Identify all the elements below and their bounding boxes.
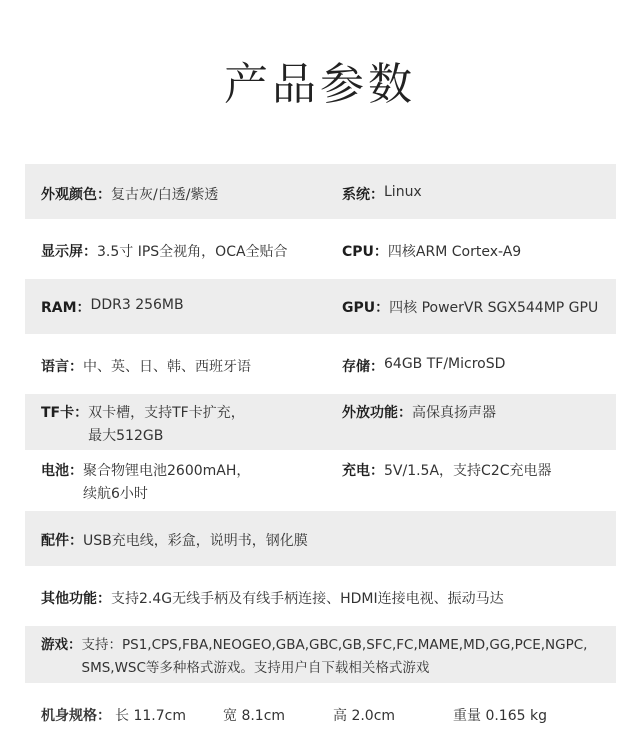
spec-label: 显示屏： <box>41 244 97 260</box>
page-title: 产品参数 <box>224 59 416 110</box>
spec-label: 游戏： <box>41 637 82 653</box>
spec-height: 高 2.0cm <box>333 708 396 724</box>
spec-weight: 重量 0.165 kg <box>453 708 547 724</box>
spec-value: Linux <box>384 184 422 200</box>
spec-row-battery-charge <box>25 452 616 508</box>
spec-value: USB充电线，彩盒，说明书，钢化膜 <box>83 533 308 549</box>
spec-value <box>88 402 245 448</box>
spec-label: 外放功能： <box>342 405 412 421</box>
spec-value: 5V/1.5A，支持C2C充电器 <box>384 463 552 479</box>
spec-row-dimensions <box>25 686 616 742</box>
spec-accessories <box>41 530 308 550</box>
spec-battery <box>41 460 250 506</box>
spec-games <box>41 634 587 680</box>
spec-gpu <box>342 297 598 317</box>
spec-ram <box>41 297 184 317</box>
spec-row-games <box>25 626 616 683</box>
spec-label: 其他功能： <box>41 591 111 607</box>
spec-value-line: 最大512GB <box>88 428 164 444</box>
spec-display <box>41 241 288 261</box>
spec-value-line: 支持：PS1,CPS,FBA,NEOGEO,GBA,GBC,GB,SFC,FC,MAME,MD,GG,PCE,NGPC, <box>81 637 588 653</box>
spec-value: 64GB TF/MicroSD <box>384 356 506 372</box>
spec-value: 3.5寸 IPS全视角，OCA全贴合 <box>97 244 288 260</box>
spec-value: 高保真扬声器 <box>412 405 496 421</box>
spec-row-display-cpu <box>25 221 616 276</box>
spec-row-color-system <box>25 164 616 219</box>
spec-tf-card <box>41 402 245 448</box>
spec-row-tf-speaker <box>25 394 616 450</box>
spec-label: 充电： <box>342 463 384 479</box>
spec-dimensions <box>41 705 601 729</box>
spec-row-language-storage <box>25 336 616 392</box>
spec-width: 宽 8.1cm <box>223 708 286 724</box>
spec-value: DDR3 256MB <box>90 297 184 313</box>
spec-value <box>82 634 588 680</box>
spec-label: CPU： <box>342 244 388 260</box>
spec-value-line: 续航6小时 <box>83 486 148 502</box>
spec-system <box>342 184 422 204</box>
spec-value: 支持2.4G无线手柄及有线手柄连接、HDMI连接电视、振动马达 <box>111 591 504 607</box>
spec-label: 存储： <box>342 359 384 375</box>
spec-label: GPU： <box>342 300 390 316</box>
spec-value: 中、英、日、韩、西班牙语 <box>83 359 251 375</box>
spec-label: 系统： <box>342 187 384 203</box>
spec-cpu <box>342 241 521 261</box>
spec-label: 外观颜色： <box>41 187 111 203</box>
spec-value: 四核ARM Cortex-A9 <box>387 244 522 260</box>
spec-value-line: SMS,WSC等多种格式游戏。支持用户自下载相关格式游戏 <box>81 660 430 676</box>
spec-storage <box>342 356 505 376</box>
spec-label: TF卡： <box>41 405 89 421</box>
spec-label: RAM： <box>41 300 91 316</box>
spec-label: 电池： <box>41 463 83 479</box>
spec-row-accessories <box>25 511 616 566</box>
spec-label: 配件： <box>41 533 83 549</box>
spec-value: 四核 PowerVR SGX544MP GPU <box>389 300 599 316</box>
spec-label: 机身规格： <box>41 708 111 724</box>
spec-length: 长 11.7cm <box>115 708 186 724</box>
spec-value <box>83 460 250 506</box>
spec-value: 复古灰/白透/紫透 <box>111 187 219 203</box>
spec-row-other-functions <box>25 568 616 624</box>
spec-value-line: 聚合物锂电池2600mAH， <box>83 463 251 479</box>
spec-charging <box>342 460 552 480</box>
spec-speaker <box>342 402 496 422</box>
spec-color <box>41 184 218 204</box>
spec-label: 语言： <box>41 359 83 375</box>
spec-language <box>41 356 251 376</box>
spec-value-line: 双卡槽，支持TF卡扩充， <box>88 405 245 421</box>
spec-row-ram-gpu <box>25 279 616 334</box>
spec-other-functions <box>41 588 504 608</box>
